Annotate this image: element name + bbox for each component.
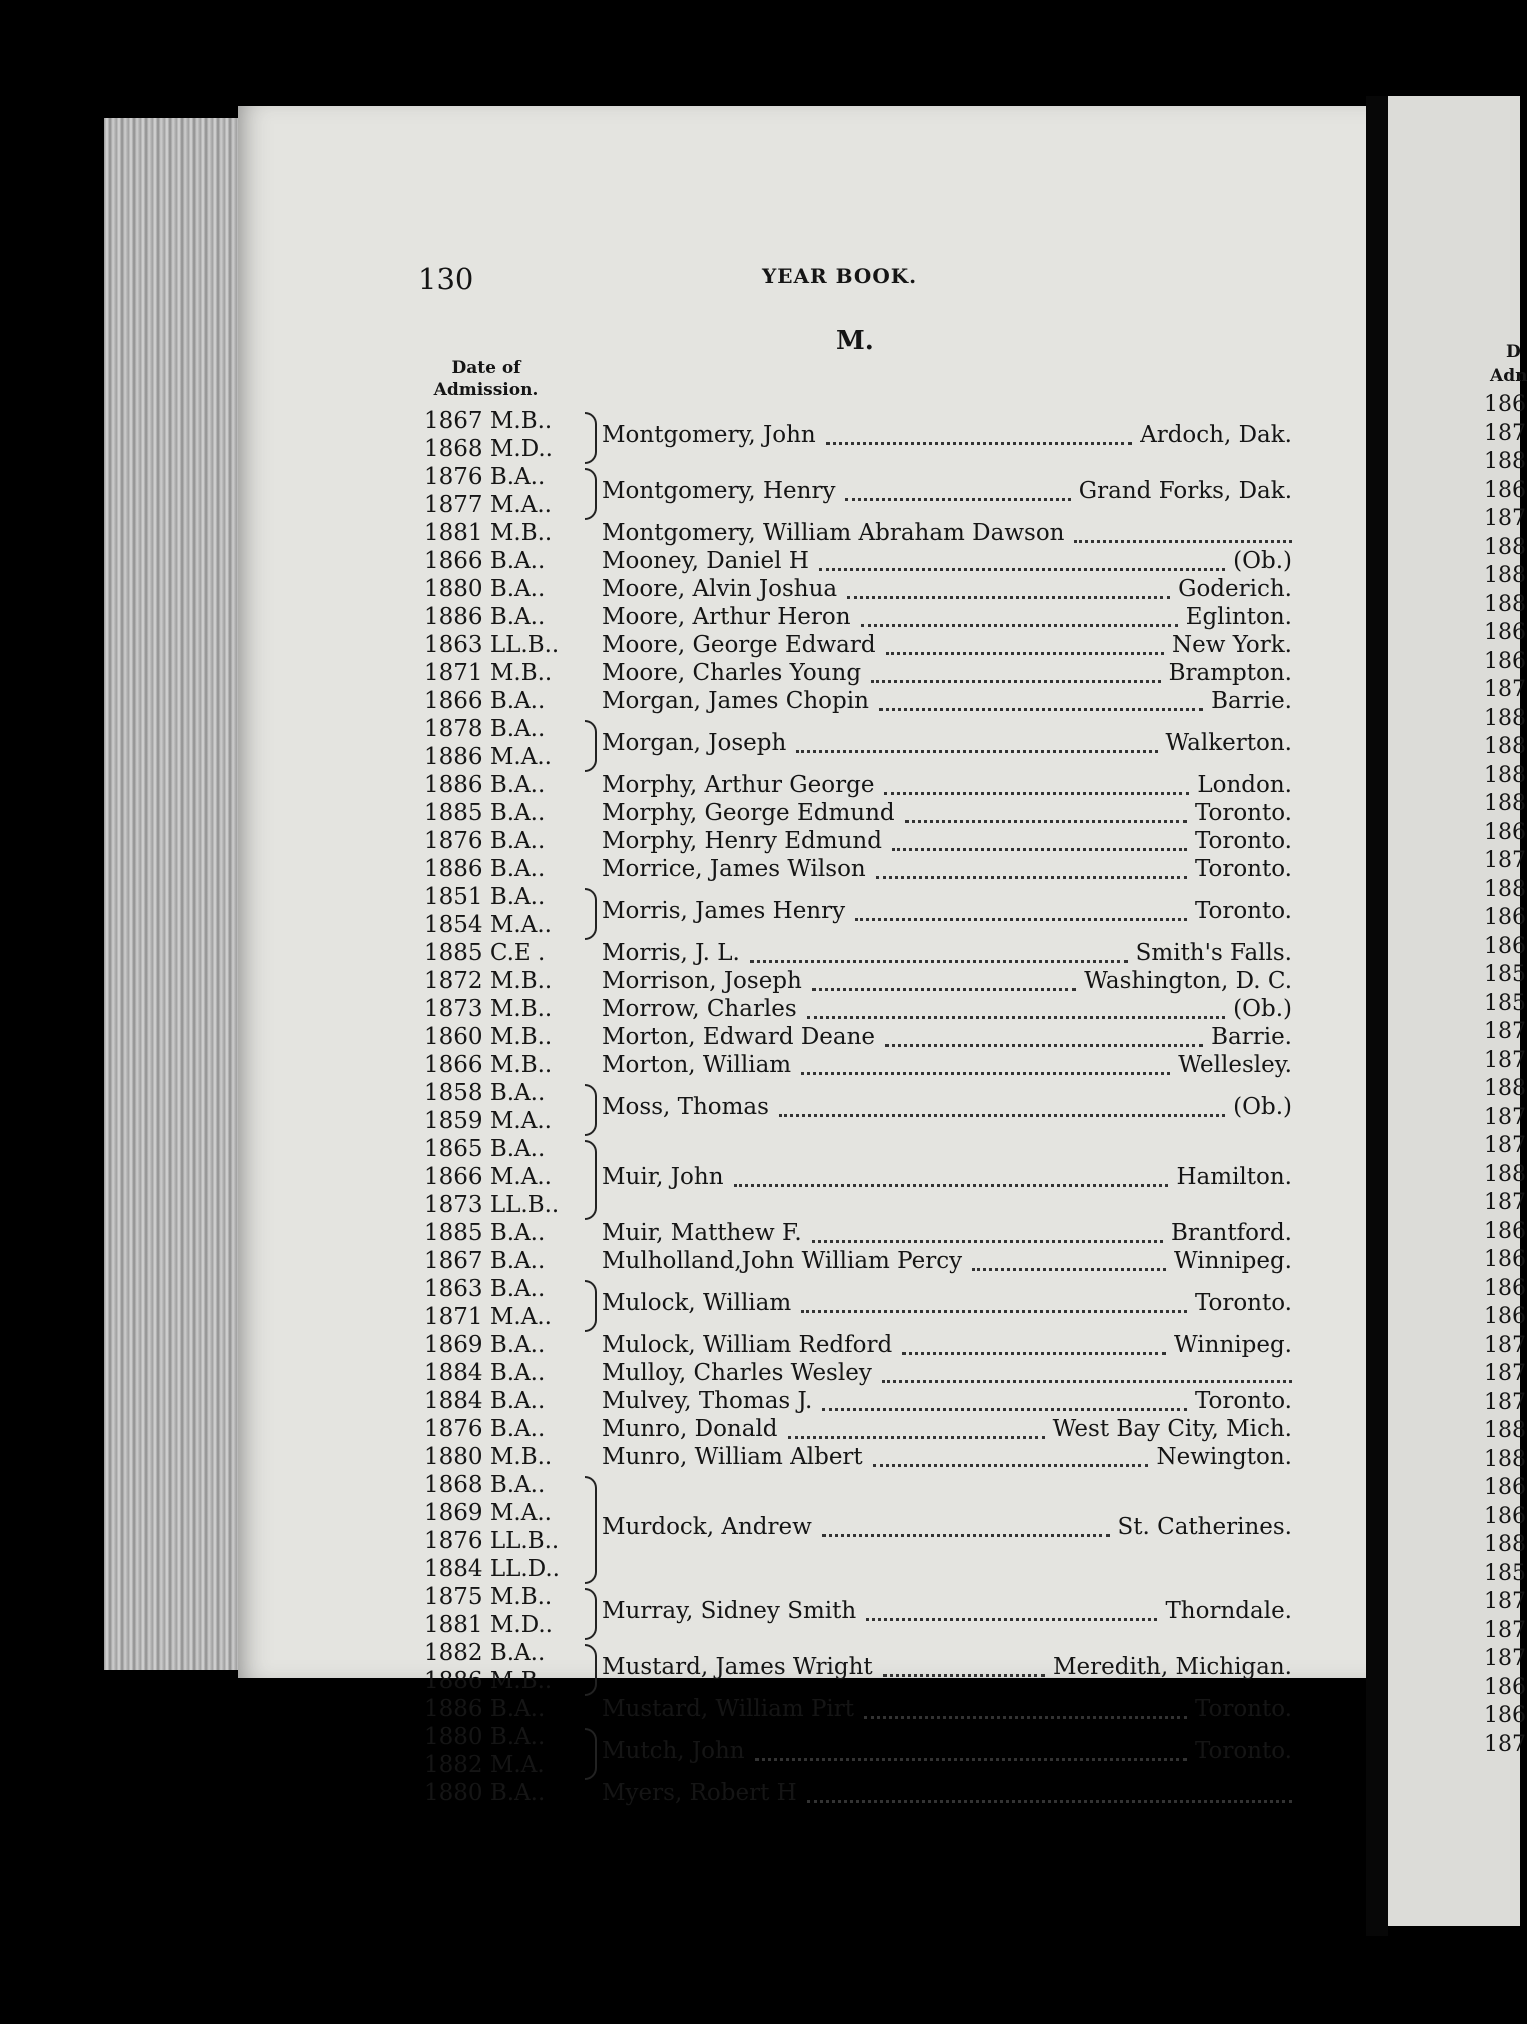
residence: Newington. xyxy=(1156,1444,1292,1470)
admission-degree: 1882 B.A.. xyxy=(424,1640,546,1666)
next-page-year-fragment: 188 xyxy=(1484,876,1526,902)
grouping-brace xyxy=(585,720,597,772)
next-page-year-fragment: 187 xyxy=(1484,1332,1526,1358)
next-page-year-fragment: 187 xyxy=(1484,677,1526,702)
next-page-year-fragment: 187 xyxy=(1484,1133,1526,1158)
admission-degree: 1881 M.D.. xyxy=(424,1612,553,1638)
leader-dots xyxy=(885,1042,1203,1047)
graduate-name: Muir, Matthew F. xyxy=(602,1220,802,1246)
admission-degree: 1871 M.A.. xyxy=(424,1304,552,1330)
grouping-brace xyxy=(585,1588,597,1640)
leader-dots xyxy=(826,440,1132,445)
leader-dots xyxy=(812,1238,1163,1243)
admission-degree: 1867 B.A.. xyxy=(424,1248,546,1274)
residence: Ardoch, Dak. xyxy=(1140,422,1292,448)
column-header-line-1: Date of xyxy=(451,358,521,378)
leader-dots xyxy=(884,790,1189,795)
leader-dots xyxy=(861,622,1178,627)
next-page-year-fragment: 185 xyxy=(1484,990,1526,1016)
grouping-brace xyxy=(585,412,597,464)
residence: Toronto. xyxy=(1194,1738,1292,1764)
next-page-year-fragment: 186 xyxy=(1484,477,1526,503)
leader-dots xyxy=(876,874,1187,879)
next-page-year-fragment: 187 xyxy=(1484,1190,1526,1215)
residence: Walkerton. xyxy=(1165,730,1292,756)
leader-dots xyxy=(905,818,1187,823)
grouping-brace xyxy=(585,1476,597,1584)
next-page-year-fragment: 186 xyxy=(1484,1503,1526,1529)
next-page-year-fragment: 186 xyxy=(1484,1475,1526,1500)
admission-degree: 1858 B.A.. xyxy=(424,1080,546,1106)
residence: (Ob.) xyxy=(1233,548,1292,574)
leader-dots xyxy=(1074,538,1292,543)
grouping-brace xyxy=(585,1644,597,1696)
left-page xyxy=(238,106,1366,1678)
leader-dots xyxy=(855,916,1187,921)
leader-dots xyxy=(845,496,1070,501)
next-page-year-fragment: 186 xyxy=(1484,933,1526,959)
admission-degree: 1868 B.A.. xyxy=(424,1472,546,1498)
residence: Toronto. xyxy=(1194,800,1292,826)
residence: Thorndale. xyxy=(1165,1598,1292,1624)
admission-degree: 1863 LL.B.. xyxy=(424,632,560,658)
admission-degree: 1876 LL.B.. xyxy=(424,1528,560,1554)
graduate-name: Montgomery, William Abraham Dawson xyxy=(602,520,1065,546)
admission-degree: 1859 M.A.. xyxy=(424,1108,552,1134)
admission-degree: 1854 M.A.. xyxy=(424,912,552,938)
residence: Winnipeg. xyxy=(1174,1332,1292,1358)
residence: Toronto. xyxy=(1194,1290,1292,1316)
section-letter: M. xyxy=(836,326,874,356)
next-page-year-fragment: 188 xyxy=(1484,705,1526,731)
leader-dots xyxy=(734,1182,1169,1187)
residence: Brampton. xyxy=(1168,660,1292,686)
graduate-name: Morphy, Henry Edmund xyxy=(602,828,882,854)
admission-degree: 1886 M.B.. xyxy=(424,1668,553,1694)
leader-dots xyxy=(866,1616,1157,1621)
admission-degree: 1877 M.A.. xyxy=(424,492,552,518)
next-page-year-fragment: 186 xyxy=(1484,1703,1526,1728)
residence: Brantford. xyxy=(1170,1220,1292,1246)
admission-degree: 1885 B.A.. xyxy=(424,1220,546,1246)
admission-degree: 1866 M.B.. xyxy=(424,1052,553,1078)
next-page-year-fragment: 188 xyxy=(1484,734,1526,759)
next-page-year-fragment: 187 xyxy=(1484,1589,1526,1614)
graduate-name: Morphy, George Edmund xyxy=(602,800,895,826)
next-page-year-fragment: 188 xyxy=(1484,1076,1526,1101)
next-page-year-fragment: 187 xyxy=(1484,1361,1526,1386)
graduate-name: Montgomery, John xyxy=(602,422,816,448)
residence: Hamilton. xyxy=(1176,1164,1292,1190)
next-page-year-fragment: 185 xyxy=(1484,962,1526,987)
admission-degree: 1885 B.A.. xyxy=(424,800,546,826)
leader-dots xyxy=(871,678,1161,683)
page-number: 130 xyxy=(418,262,474,296)
graduate-name: Morrow, Charles xyxy=(602,996,797,1022)
admission-degree: 1863 B.A.. xyxy=(424,1276,546,1302)
admission-degree: 1880 B.A.. xyxy=(424,576,546,602)
residence: St. Catherines. xyxy=(1117,1514,1292,1540)
residence: Barrie. xyxy=(1211,1024,1292,1050)
residence: Grand Forks, Dak. xyxy=(1078,478,1292,504)
next-page-year-fragment: 188 xyxy=(1484,563,1526,588)
leader-dots xyxy=(750,958,1128,963)
admission-degree: 1884 B.A.. xyxy=(424,1388,546,1414)
graduate-name: Moore, George Edward xyxy=(602,632,876,658)
grouping-brace xyxy=(585,888,597,940)
residence: Toronto. xyxy=(1194,1388,1292,1414)
leader-dots xyxy=(796,748,1157,753)
next-page-year-fragment: 187 xyxy=(1484,1646,1526,1671)
admission-degree: 1867 M.B.. xyxy=(424,408,553,434)
graduate-name: Mulloy, Charles Wesley xyxy=(602,1360,872,1386)
residence: Winnipeg. xyxy=(1174,1248,1292,1274)
leader-dots xyxy=(972,1266,1166,1271)
residence: Smith's Falls. xyxy=(1135,940,1292,966)
residence: Toronto. xyxy=(1194,1696,1292,1722)
grouping-brace xyxy=(585,1280,597,1332)
admission-degree: 1851 B.A.. xyxy=(424,884,546,910)
next-page-year-fragment: 188 xyxy=(1484,762,1526,788)
next-page-year-fragment: 187 xyxy=(1484,1104,1526,1130)
residence: Toronto. xyxy=(1194,898,1292,924)
admission-degree: 1866 M.A.. xyxy=(424,1164,552,1190)
next-page-year-fragment: 188 xyxy=(1484,534,1526,560)
admission-degree: 1878 B.A.. xyxy=(424,716,546,742)
grouping-brace xyxy=(585,1728,597,1780)
admission-degree: 1886 M.A.. xyxy=(424,744,552,770)
grouping-brace xyxy=(585,1084,597,1136)
residence: Toronto. xyxy=(1194,856,1292,882)
next-page-year-fragment: 188 xyxy=(1484,1532,1526,1557)
leader-dots xyxy=(873,1462,1149,1467)
graduate-name: Morphy, Arthur George xyxy=(602,772,875,798)
residence: Meredith, Michigan. xyxy=(1052,1654,1292,1680)
admission-degree: 1873 M.B.. xyxy=(424,996,553,1022)
graduate-name: Myers, Robert H xyxy=(602,1780,797,1806)
admission-degree: 1880 M.B.. xyxy=(424,1444,553,1470)
grouping-brace xyxy=(585,1140,597,1220)
next-page-year-fragment: 188 xyxy=(1484,1161,1526,1187)
leader-dots xyxy=(883,1672,1045,1677)
admission-degree: 1882 M.A. xyxy=(424,1752,545,1778)
residence: London. xyxy=(1197,772,1292,798)
graduate-name: Morgan, Joseph xyxy=(602,730,787,756)
admission-degree: 1884 B.A.. xyxy=(424,1360,546,1386)
residence: West Bay City, Mich. xyxy=(1052,1416,1292,1442)
next-page-year-fragment: 186 xyxy=(1484,1247,1526,1272)
leader-dots xyxy=(801,1070,1170,1075)
next-page-year-fragment: 186 xyxy=(1484,1218,1526,1244)
admission-degree: 1881 M.B.. xyxy=(424,520,553,546)
graduate-name: Morton, Edward Deane xyxy=(602,1024,876,1050)
leader-dots xyxy=(886,650,1164,655)
leader-dots xyxy=(807,1014,1225,1019)
admission-degree: 1868 M.D.. xyxy=(424,436,553,462)
residence: Eglinton. xyxy=(1185,604,1292,630)
leader-dots xyxy=(864,1714,1187,1719)
running-head: YEAR BOOK. xyxy=(762,264,918,288)
next-page-year-fragment: 187 xyxy=(1484,420,1526,446)
residence: Wellesley. xyxy=(1178,1052,1292,1078)
admission-degree: 1869 M.A.. xyxy=(424,1500,552,1526)
graduate-name: Murray, Sidney Smith xyxy=(602,1598,857,1624)
graduate-name: Morrison, Joseph xyxy=(602,968,802,994)
admission-degree: 1880 B.A.. xyxy=(424,1780,546,1806)
graduate-name: Mulock, William Redford xyxy=(602,1332,893,1358)
next-page-year-fragment: 187 xyxy=(1484,1389,1526,1415)
leader-dots xyxy=(812,986,1076,991)
admission-degree: 1886 B.A.. xyxy=(424,772,546,798)
leader-dots xyxy=(779,1112,1225,1117)
graduate-name: Morris, James Henry xyxy=(602,898,846,924)
admission-degree: 1876 B.A.. xyxy=(424,464,546,490)
next-page-year-fragment: 186 xyxy=(1484,1674,1526,1700)
admission-degree: 1884 LL.D.. xyxy=(424,1556,560,1582)
leader-dots xyxy=(819,566,1225,571)
graduate-name: Munro, William Albert xyxy=(602,1444,863,1470)
admission-degree: 1886 B.A.. xyxy=(424,856,546,882)
next-page-year-fragment: 186 xyxy=(1484,905,1526,930)
graduate-name: Mulock, William xyxy=(602,1290,792,1316)
graduate-name: Morris, J. L. xyxy=(602,940,740,966)
book-gutter xyxy=(1366,96,1388,1936)
graduate-name: Mustard, William Pirt xyxy=(602,1696,855,1722)
next-page-year-fragment: 187 xyxy=(1484,1617,1526,1643)
graduate-name: Mulvey, Thomas J. xyxy=(602,1388,813,1414)
graduate-name: Mulholland,John William Percy xyxy=(602,1248,963,1274)
graduate-name: Moore, Alvin Joshua xyxy=(602,576,838,602)
graduate-name: Muir, John xyxy=(602,1164,724,1190)
leader-dots xyxy=(755,1756,1187,1761)
admission-degree: 1860 M.B.. xyxy=(424,1024,553,1050)
next-page-year-fragment: 188 xyxy=(1484,449,1526,474)
admission-degree: 1872 M.B.. xyxy=(424,968,553,994)
graduate-name: Mutch, John xyxy=(602,1738,745,1764)
column-header-line-2: Admission. xyxy=(433,380,539,400)
graduate-name: Murdock, Andrew xyxy=(602,1514,812,1540)
residence: (Ob.) xyxy=(1233,996,1292,1022)
admission-degree: 1876 B.A.. xyxy=(424,1416,546,1442)
leader-dots xyxy=(882,1378,1292,1383)
next-page-year-fragment: 188 xyxy=(1484,1418,1526,1443)
next-page-year-fragment: 186 xyxy=(1484,1304,1526,1329)
next-page-year-fragment: 186 xyxy=(1484,819,1526,845)
graduate-name: Moore, Arthur Heron xyxy=(602,604,851,630)
leader-dots xyxy=(847,594,1170,599)
right-page-fragment xyxy=(1388,96,1527,1926)
next-page-year-fragment: 186 xyxy=(1484,392,1526,417)
leader-dots xyxy=(822,1532,1110,1537)
next-page-year-fragment: 187 xyxy=(1484,1047,1526,1073)
leader-dots xyxy=(892,846,1187,851)
leader-dots xyxy=(879,706,1203,711)
graduate-name: Mustard, James Wright xyxy=(602,1654,873,1680)
admission-degree: 1886 B.A.. xyxy=(424,604,546,630)
graduate-name: Morgan, James Chopin xyxy=(602,688,869,714)
next-page-year-fragment: 187 xyxy=(1484,848,1526,873)
leader-dots xyxy=(902,1350,1166,1355)
graduate-name: Morton, William xyxy=(602,1052,792,1078)
graduate-name: Moss, Thomas xyxy=(602,1094,769,1120)
graduate-name: Munro, Donald xyxy=(602,1416,778,1442)
next-page-year-fragment: 186 xyxy=(1484,648,1526,674)
residence: Barrie. xyxy=(1211,688,1292,714)
page-edges xyxy=(104,118,242,1670)
next-page-year-fragment: 188 xyxy=(1484,591,1526,617)
residence: Goderich. xyxy=(1178,576,1292,602)
admission-degree: 1876 B.A.. xyxy=(424,828,546,854)
graduate-name: Montgomery, Henry xyxy=(602,478,836,504)
next-page-year-fragment: 187 xyxy=(1484,1731,1526,1757)
next-page-year-fragment: 186 xyxy=(1484,1275,1526,1301)
residence: Washington, D. C. xyxy=(1084,968,1292,994)
leader-dots xyxy=(801,1308,1187,1313)
admission-degree: 1880 B.A.. xyxy=(424,1724,546,1750)
admission-degree: 1869 B.A.. xyxy=(424,1332,546,1358)
admission-degree: 1873 LL.B.. xyxy=(424,1192,560,1218)
residence: Toronto. xyxy=(1194,828,1292,854)
admission-degree: 1875 M.B.. xyxy=(424,1584,553,1610)
next-page-year-fragment: 188 xyxy=(1484,791,1526,816)
admission-degree: 1866 B.A.. xyxy=(424,688,546,714)
next-page-year-fragment: 186 xyxy=(1484,620,1526,645)
leader-dots xyxy=(822,1406,1187,1411)
graduate-name: Mooney, Daniel H xyxy=(602,548,809,574)
residence: (Ob.) xyxy=(1233,1094,1292,1120)
admission-degree: 1866 B.A.. xyxy=(424,548,546,574)
residence: New York. xyxy=(1171,632,1292,658)
admission-degree: 1871 M.B.. xyxy=(424,660,553,686)
next-page-year-fragment: 185 xyxy=(1484,1560,1526,1586)
admission-degree: 1885 C.E . xyxy=(424,940,546,966)
next-page-header-fragment: D xyxy=(1506,342,1521,362)
graduate-name: Morrice, James Wilson xyxy=(602,856,866,882)
admission-degree: 1886 B.A.. xyxy=(424,1696,546,1722)
next-page-year-fragment: 188 xyxy=(1484,1446,1526,1472)
leader-dots xyxy=(788,1434,1045,1439)
leader-dots xyxy=(807,1798,1292,1803)
next-page-year-fragment: 187 xyxy=(1484,1019,1526,1044)
graduate-name: Moore, Charles Young xyxy=(602,660,862,686)
next-page-year-fragment: 187 xyxy=(1484,506,1526,531)
grouping-brace xyxy=(585,468,597,520)
admission-degree: 1865 B.A.. xyxy=(424,1136,546,1162)
next-page-header-fragment: Adn xyxy=(1490,366,1527,386)
